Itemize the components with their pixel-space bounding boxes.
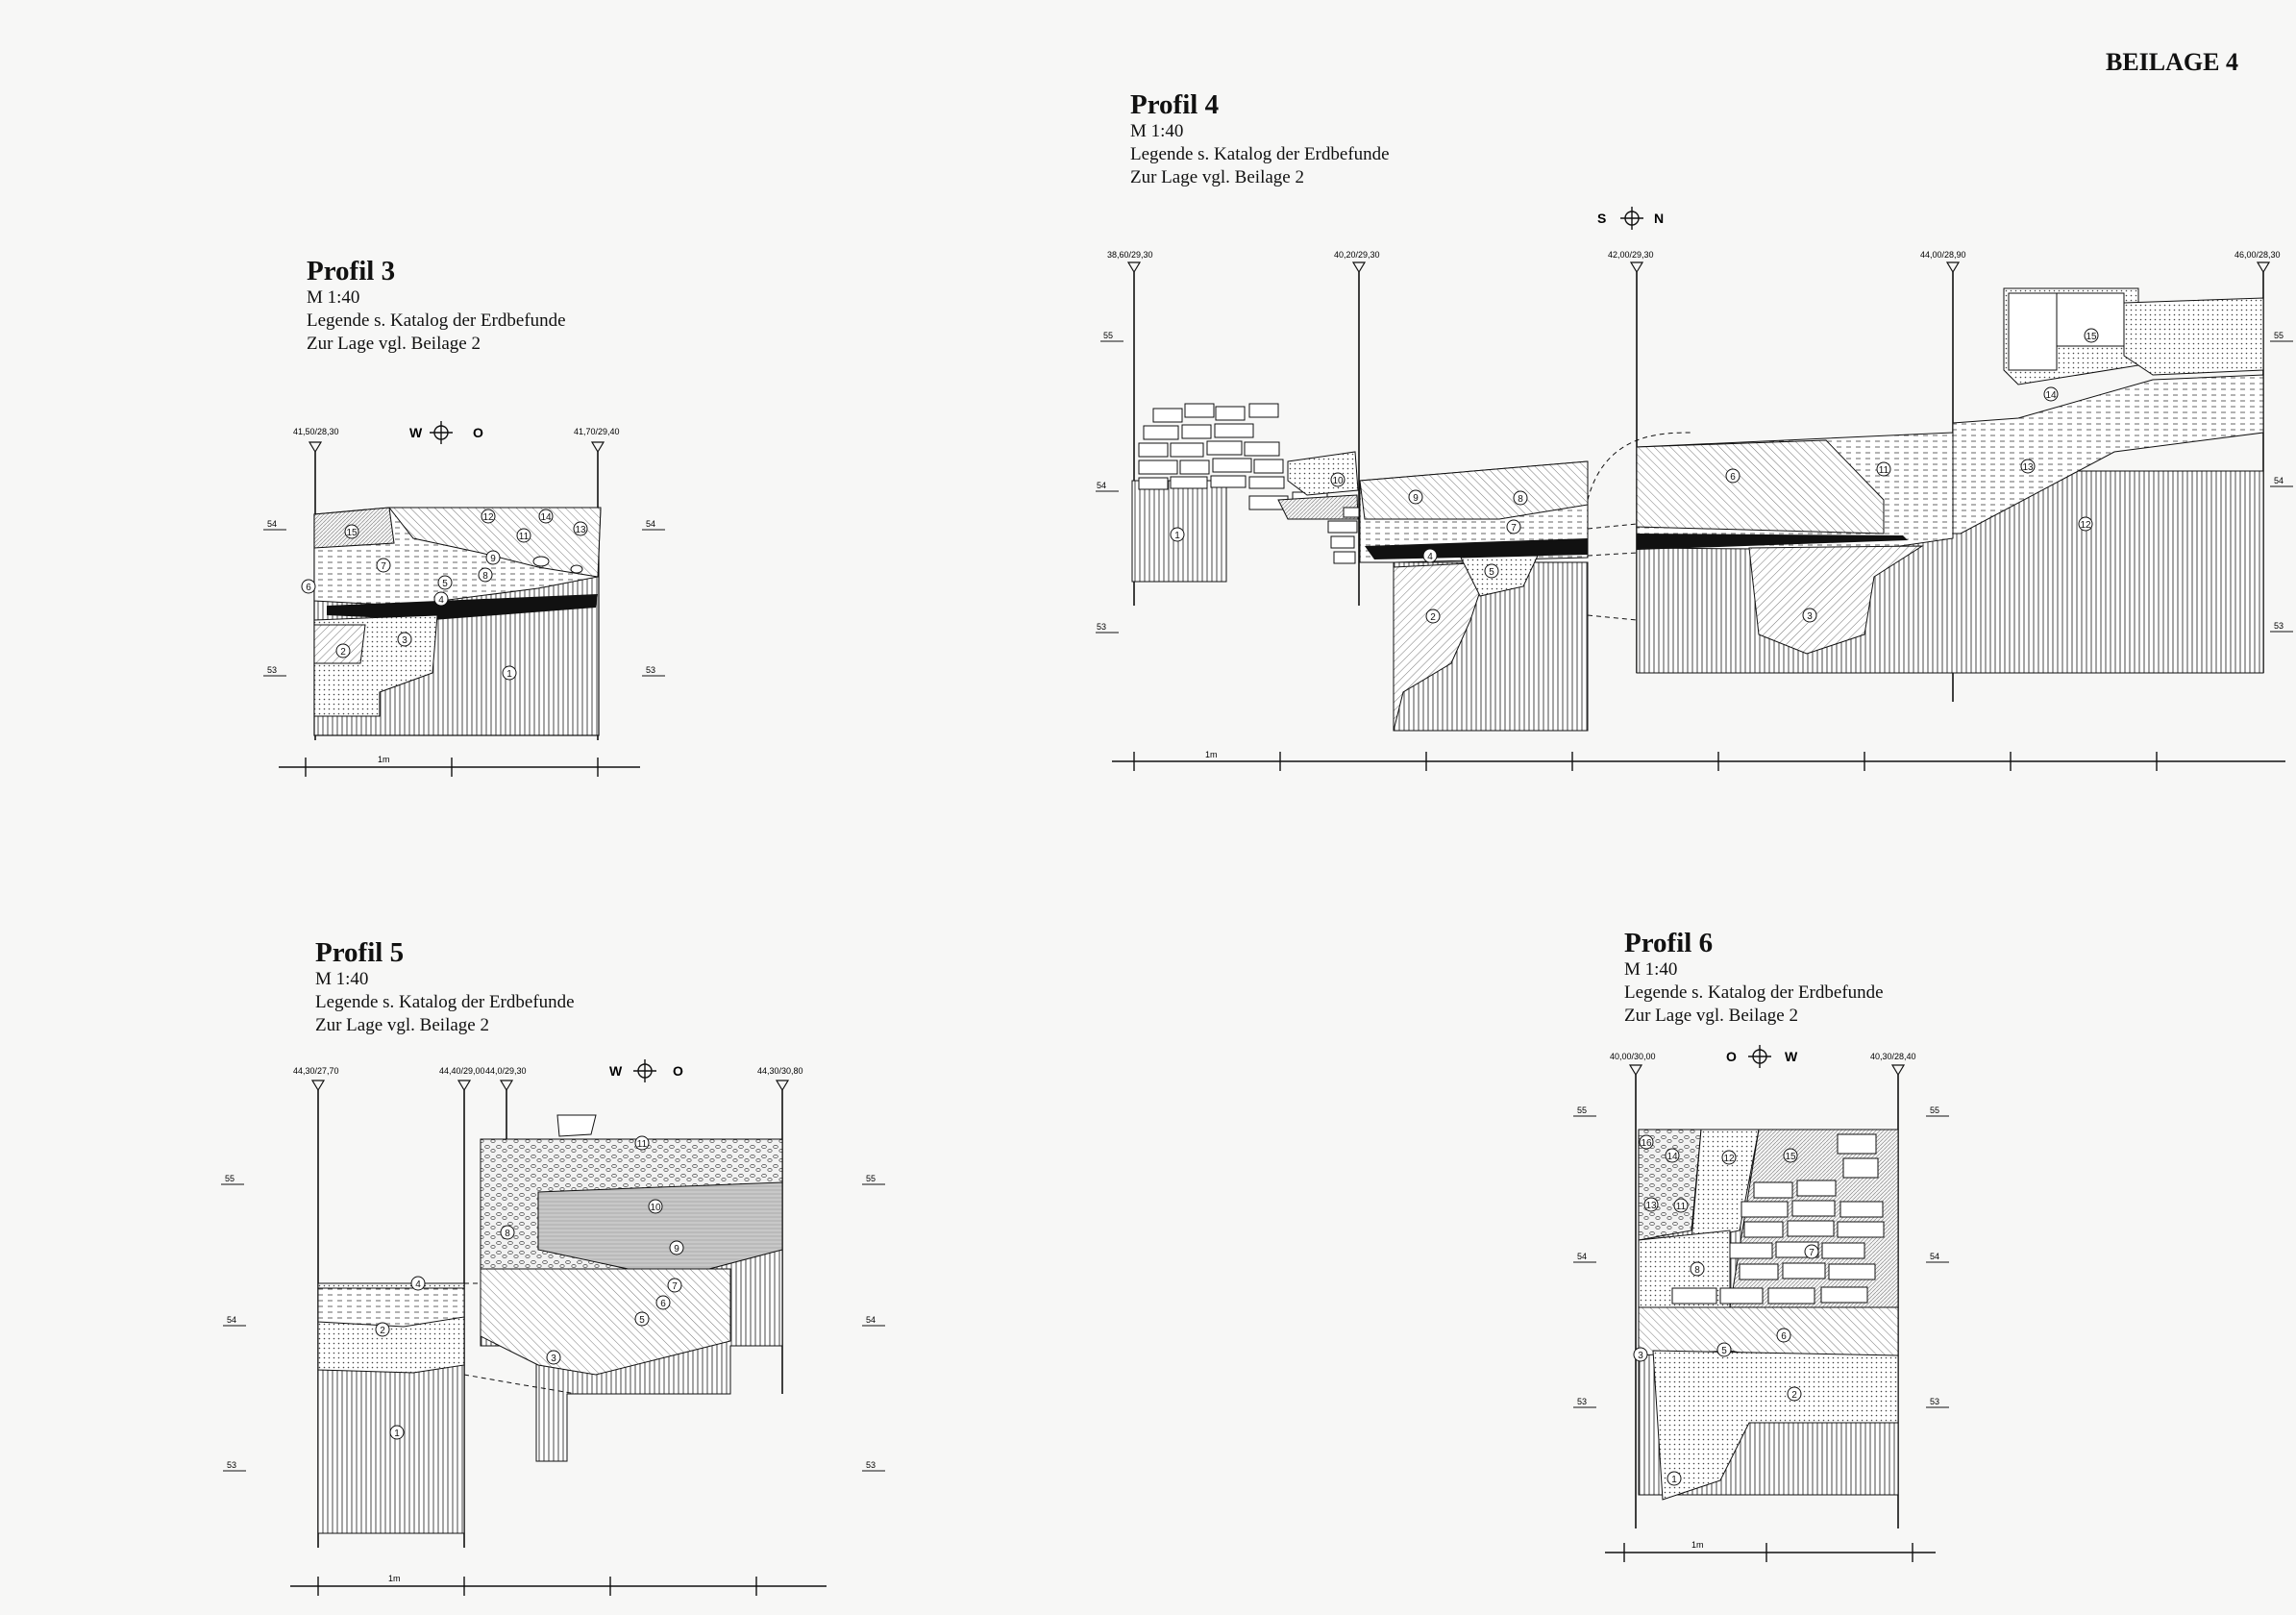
p4-level-54-right: 54 [2274, 476, 2284, 485]
p5-datum-4: 44,30/30,80 [757, 1066, 803, 1076]
p4-layer-8: 8 [1518, 494, 1523, 505]
p4-level-53-right: 53 [2274, 621, 2284, 631]
p6-orient-left: O [1726, 1049, 1737, 1064]
p4-orient-left: S [1597, 211, 1607, 226]
p4-layer-9: 9 [1413, 493, 1419, 504]
profil-4-section [1096, 207, 2293, 771]
p5-layer-9: 9 [674, 1244, 679, 1255]
p3-layer-12: 12 [482, 512, 494, 523]
p6-layer-11: 11 [1675, 1202, 1687, 1212]
p3-orient-right: O [473, 425, 483, 440]
p6-level-53-right: 53 [1930, 1397, 1940, 1406]
p3-layer-5: 5 [442, 579, 448, 589]
p4-layer-3: 3 [1807, 611, 1813, 622]
p4-layer-13: 13 [2022, 462, 2034, 473]
p3-layer-3: 3 [402, 635, 407, 646]
p4-orient-right: N [1654, 211, 1665, 226]
p6-layer-1: 1 [1671, 1475, 1677, 1485]
p5-orient-right: O [673, 1063, 683, 1079]
profil-6-title: Profil 6 [1624, 928, 1714, 958]
p6-layer-2: 2 [1791, 1390, 1797, 1401]
p5-peg-2-icon [458, 1081, 470, 1090]
p5-layer-2: 2 [380, 1326, 385, 1336]
p3-layer-13: 13 [575, 525, 586, 535]
p3-level-53-left: 53 [267, 665, 278, 675]
p4-layer-5: 5 [1489, 567, 1494, 578]
p4-layer-2: 2 [1430, 612, 1436, 623]
p4-peg-5-icon [2258, 262, 2269, 272]
p5-datum-3: 44,0/29,30 [485, 1066, 527, 1076]
p6-peg-left-icon [1630, 1065, 1642, 1075]
p4-layer-1: 1 [1174, 531, 1180, 541]
p5-layer-6: 6 [660, 1299, 666, 1309]
p6-layer-5: 5 [1721, 1346, 1727, 1356]
p6-level-53-left: 53 [1577, 1397, 1588, 1406]
p6-scale-label: 1m [1691, 1540, 1704, 1550]
p4-datum-5: 46,00/28,30 [2234, 250, 2281, 260]
p6-level-54-right: 54 [1930, 1252, 1940, 1261]
plate-label: BEILAGE 4 [2106, 48, 2238, 76]
p5-peg-3-icon [501, 1081, 512, 1090]
p4-scale-bar [1112, 752, 2285, 771]
p4-peg-4-icon [1947, 262, 1959, 272]
p6-level-54-left: 54 [1577, 1252, 1588, 1261]
p4-level-53-left: 53 [1097, 622, 1107, 632]
p4-datum-2: 40,20/29,30 [1334, 250, 1380, 260]
p6-scale-bar [1605, 1543, 1936, 1562]
p6-layer-14: 14 [1666, 1152, 1678, 1162]
profil-5-legend: Legende s. Katalog der Erdbefunde [315, 992, 575, 1012]
p4-layer-10: 10 [1332, 476, 1344, 486]
p3-orient-left: W [409, 425, 423, 440]
p6-layer-16: 16 [1641, 1138, 1652, 1149]
p5-layer-4: 4 [415, 1280, 421, 1290]
p3-layer-6: 6 [306, 583, 311, 593]
profil-6-scale: M 1:40 [1624, 959, 1678, 980]
p3-layer-14: 14 [540, 512, 552, 523]
p5-layer-7: 7 [672, 1281, 678, 1292]
p5-datum-1: 44,30/27,70 [293, 1066, 339, 1076]
p4-layer-11: 11 [1878, 465, 1889, 476]
p6-layer-15: 15 [1785, 1152, 1796, 1162]
profil-3-section [263, 421, 665, 777]
p6-compass-icon [1748, 1045, 1771, 1068]
profil-5-location: Zur Lage vgl. Beilage 2 [315, 1015, 489, 1035]
p6-peg-right-icon [1892, 1065, 1904, 1075]
profil-4-location: Zur Lage vgl. Beilage 2 [1130, 167, 1304, 187]
profil-3-scale: M 1:40 [307, 287, 360, 308]
p5-level-54-left: 54 [227, 1315, 237, 1325]
p5-peg-1-icon [312, 1081, 324, 1090]
p6-level-55-left: 55 [1577, 1106, 1588, 1115]
p4-peg-3-icon [1631, 262, 1642, 272]
p3-scale-label: 1m [378, 755, 390, 764]
p3-layer-2: 2 [340, 647, 346, 658]
p4-datum-1: 38,60/29,30 [1107, 250, 1153, 260]
p5-layer-1: 1 [394, 1429, 400, 1439]
p5-layer-5: 5 [639, 1315, 645, 1326]
p5-level-55-right: 55 [866, 1174, 876, 1183]
profil-4-scale: M 1:40 [1130, 121, 1184, 141]
p3-layer-7: 7 [381, 561, 386, 572]
p4-level-54-left: 54 [1097, 481, 1107, 490]
profil-4-title: Profil 4 [1130, 89, 1220, 120]
profil-5-section [221, 1059, 885, 1596]
p5-scale-bar [290, 1577, 827, 1596]
profil-5-scale: M 1:40 [315, 969, 369, 989]
p3-level-53-right: 53 [646, 665, 656, 675]
p6-layer-13: 13 [1645, 1201, 1657, 1211]
p3-level-54-left: 54 [267, 519, 278, 529]
p5-orient-left: W [609, 1063, 623, 1079]
p5-layer-11: 11 [636, 1139, 648, 1150]
p6-layer-6: 6 [1781, 1331, 1787, 1342]
p6-layer-7: 7 [1809, 1248, 1815, 1258]
p6-layer-8: 8 [1694, 1265, 1700, 1276]
p4-level-55-right: 55 [2274, 331, 2284, 340]
p4-layer-4: 4 [1427, 552, 1433, 562]
p5-level-54-right: 54 [866, 1315, 876, 1325]
p3-layer-4: 4 [438, 595, 444, 606]
p5-peg-4-icon [777, 1081, 788, 1090]
profil-3-legend: Legende s. Katalog der Erdbefunde [307, 311, 566, 331]
p6-datum-left: 40,00/30,00 [1610, 1052, 1656, 1061]
p5-layer-10: 10 [650, 1203, 661, 1213]
p3-layer-15: 15 [346, 528, 358, 538]
p4-compass-icon [1620, 207, 1643, 230]
p3-layer-11: 11 [518, 532, 530, 542]
p4-layer-7: 7 [1511, 523, 1517, 534]
p6-layer-12: 12 [1723, 1154, 1735, 1164]
p3-compass-icon [430, 421, 453, 444]
p4-scale-label: 1m [1205, 750, 1218, 759]
p4-datum-3: 42,00/29,30 [1608, 250, 1654, 260]
p6-layer-3: 3 [1638, 1351, 1643, 1361]
p5-layer-8: 8 [505, 1229, 510, 1239]
p6-datum-right: 40,30/28,40 [1870, 1052, 1916, 1061]
p3-peg-right-icon [592, 442, 604, 452]
p5-level-53-left: 53 [227, 1460, 237, 1470]
p4-datum-4: 44,00/28,90 [1920, 250, 1966, 260]
profil-6-legend: Legende s. Katalog der Erdbefunde [1624, 982, 1884, 1003]
profil-3-title: Profil 3 [307, 256, 396, 286]
p4-layer-15: 15 [2086, 332, 2097, 342]
p3-level-54-right: 54 [646, 519, 656, 529]
p5-level-55-left: 55 [225, 1174, 235, 1183]
p3-layer-1: 1 [506, 669, 512, 680]
profil-5-title: Profil 5 [315, 937, 405, 968]
profil-3-location: Zur Lage vgl. Beilage 2 [307, 334, 481, 354]
p3-datum-right: 41,70/29,40 [574, 427, 620, 436]
p3-layer-8: 8 [482, 571, 488, 582]
p3-scale-bar [279, 758, 640, 777]
profil-6-location: Zur Lage vgl. Beilage 2 [1624, 1006, 1798, 1026]
profil-4-legend: Legende s. Katalog der Erdbefunde [1130, 144, 1390, 164]
p4-layer-14: 14 [2045, 390, 2057, 401]
p5-layer-3: 3 [551, 1354, 556, 1364]
p4-layer-12: 12 [2080, 520, 2091, 531]
p5-level-53-right: 53 [866, 1460, 876, 1470]
p4-level-55-left: 55 [1103, 331, 1114, 340]
p6-level-55-right: 55 [1930, 1106, 1940, 1115]
p3-layer-9: 9 [490, 554, 496, 564]
p3-peg-left-icon [309, 442, 321, 452]
p4-layer-6: 6 [1730, 472, 1736, 483]
profil-6-section [1573, 1045, 1949, 1562]
p3-datum-left: 41,50/28,30 [293, 427, 339, 436]
p4-peg-2-icon [1353, 262, 1365, 272]
p5-datum-2: 44,40/29,00 [439, 1066, 485, 1076]
p4-peg-1-icon [1128, 262, 1140, 272]
p5-scale-label: 1m [388, 1574, 401, 1583]
p6-orient-right: W [1785, 1049, 1798, 1064]
p5-compass-icon [633, 1059, 656, 1082]
